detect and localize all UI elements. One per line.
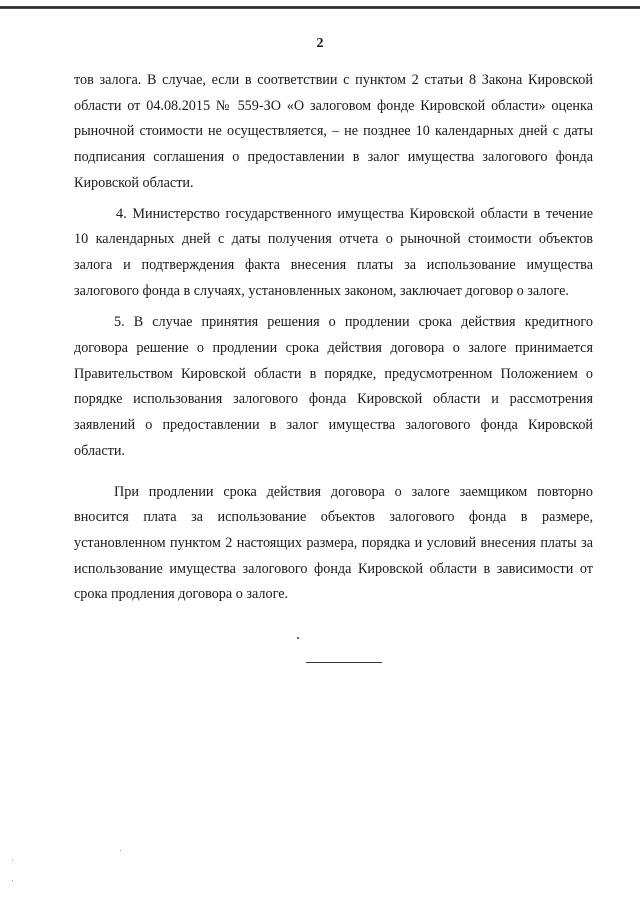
scan-speck <box>12 860 13 861</box>
end-of-text-line <box>306 662 382 663</box>
paragraph-item-4: 4. Министерство государственного имущества Кировской области в течение 10 календарных дней с даты получения отчета о рыночной стоимости объектов залога и подтверждения факта внесения платы за использование имущества залогового фонда в случаях, установленных законом, заключает договор о залоге. <box>74 205 593 299</box>
paragraph-item-5: 5. В случае принятия решения о продлении срока действия кредитного договора решение о продлении срока действия договора о залоге принимается Правительством Кировской области в порядке, предусмотренном Положением о порядке использования залогового фонда Кировской области и рассмотрения заявлений о предоставлении в залог имущества залогового фонда Кировской области. <box>74 314 593 459</box>
top-border-line <box>0 6 640 9</box>
scan-speck <box>12 880 13 881</box>
paragraph-continuation: тов залога. В случае, если в соответствии с пунктом 2 статьи 8 Закона Кировской области от 04.08.2015 № 559-ЗО «О залоговом фонде Кировской области» оценка рыночной стоимости не осуществляется, – не позднее 10 календарных дней с даты подписания соглашения о предоставлении в залог имущества залогового фонда Кировской области. <box>74 72 593 191</box>
page-number: 2 <box>316 36 324 51</box>
scan-dot <box>297 637 299 639</box>
document-body <box>74 68 593 608</box>
scan-speck <box>120 850 121 851</box>
paragraph-extension-payment: При продлении срока действия договора о залоге заемщиком повторно вносится плата за использование объектов залогового фонда в размере, установленном пунктом 2 настоящих размера, порядка и условий внесения платы за использование имущества залогового фонда Кировской области в зависимости от срока продления договора о залоге. <box>74 483 593 603</box>
